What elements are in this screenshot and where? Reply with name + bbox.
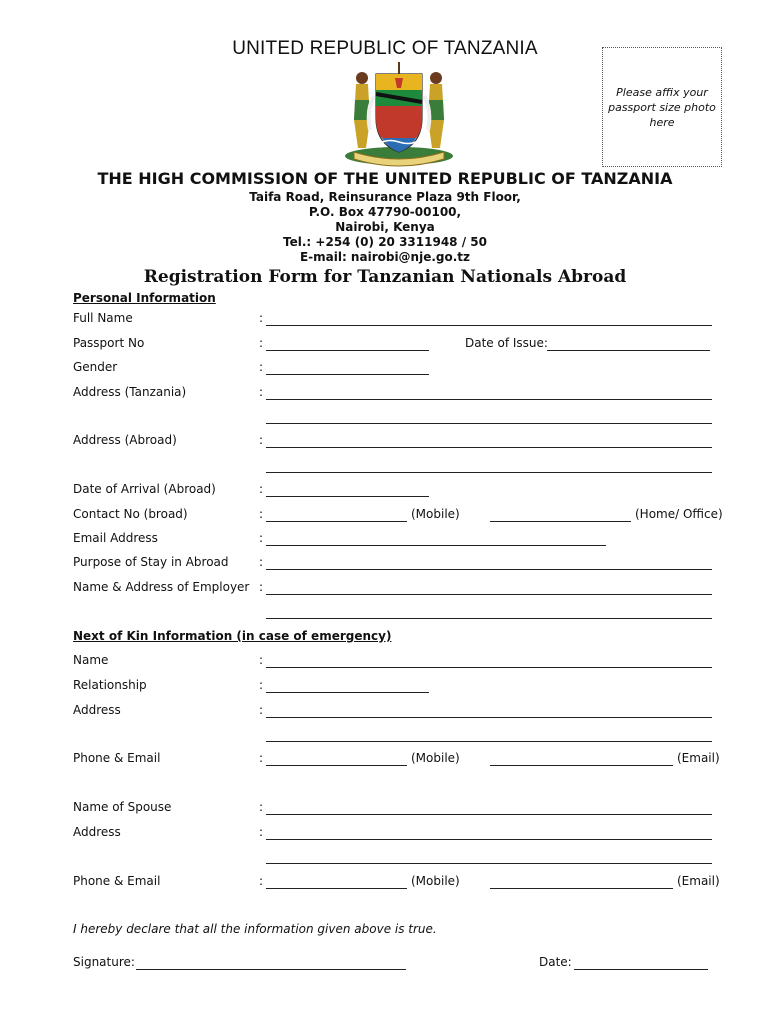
kin-email-field[interactable] (490, 765, 673, 766)
colon: : (259, 311, 264, 325)
kin-phone-email-label: Phone & Email (73, 751, 161, 765)
home-office-suffix: (Home/ Office) (635, 507, 723, 521)
email-suffix: (Email) (677, 751, 720, 765)
spouse-address-field[interactable] (266, 839, 712, 840)
employer-field-line-2[interactable] (266, 618, 712, 619)
tanzania-coat-of-arms-icon (340, 60, 458, 168)
kin-name-field[interactable] (266, 667, 712, 668)
email-suffix: (Email) (677, 874, 720, 888)
spouse-phone-email-label: Phone & Email (73, 874, 161, 888)
personal-information-heading: Personal Information (73, 291, 216, 305)
address-tanzania-field-line-2[interactable] (266, 423, 712, 424)
colon: : (259, 531, 264, 545)
colon: : (259, 825, 264, 839)
country-title: UNITED REPUBLIC OF TANZANIA (232, 38, 538, 59)
date-field[interactable] (574, 969, 708, 970)
signature-label: Signature: (73, 955, 135, 969)
passport-no-field[interactable] (266, 350, 429, 351)
contact-home-office-field[interactable] (490, 521, 631, 522)
declaration-text: I hereby declare that all the information given above is true. (73, 922, 437, 936)
contact-no-label: Contact No (broad) (73, 507, 188, 521)
date-of-arrival-field[interactable] (266, 496, 429, 497)
date-of-arrival-label: Date of Arrival (Abroad) (73, 482, 216, 496)
mobile-suffix: (Mobile) (411, 874, 460, 888)
colon: : (259, 433, 264, 447)
colon: : (259, 385, 264, 399)
mobile-suffix: (Mobile) (411, 751, 460, 765)
contact-mobile-field[interactable] (266, 521, 407, 522)
colon: : (259, 678, 264, 692)
colon: : (259, 751, 264, 765)
colon: : (259, 482, 264, 496)
relationship-field[interactable] (266, 692, 429, 693)
address-abroad-field[interactable] (266, 447, 712, 448)
kin-address-field[interactable] (266, 717, 712, 718)
spouse-mobile-field[interactable] (266, 888, 407, 889)
colon: : (259, 653, 264, 667)
spouse-name-field[interactable] (266, 814, 712, 815)
commission-address (0, 190, 770, 265)
kin-address-label: Address (73, 703, 121, 717)
colon: : (259, 336, 264, 350)
purpose-of-stay-label: Purpose of Stay in Abroad (73, 555, 229, 569)
purpose-of-stay-field[interactable] (266, 569, 712, 570)
date-of-issue-label: Date of Issue: (465, 336, 548, 350)
relationship-label: Relationship (73, 678, 147, 692)
form-title: Registration Form for Tanzanian Nationals Abroad (143, 267, 627, 287)
kin-mobile-field[interactable] (266, 765, 407, 766)
colon: : (259, 580, 264, 594)
colon: : (259, 800, 264, 814)
employer-field[interactable] (266, 594, 712, 595)
full-name-label: Full Name (73, 311, 133, 325)
employer-label: Name & Address of Employer (73, 580, 250, 594)
address-line: P.O. Box 47790-00100, (308, 205, 462, 219)
address-line: E-mail: nairobi@nje.go.tz (299, 250, 471, 264)
email-address-label: Email Address (73, 531, 158, 545)
spouse-address-label: Address (73, 825, 121, 839)
colon: : (259, 874, 264, 888)
spouse-email-field[interactable] (490, 888, 673, 889)
passport-no-label: Passport No (73, 336, 145, 350)
date-of-issue-field[interactable] (547, 350, 710, 351)
spouse-address-field-line-2[interactable] (266, 863, 712, 864)
kin-address-field-line-2[interactable] (266, 741, 712, 742)
address-tanzania-label: Address (Tanzania) (73, 385, 187, 399)
address-tanzania-field[interactable] (266, 399, 712, 400)
address-line: Tel.: +254 (0) 20 3311948 / 50 (283, 235, 487, 249)
high-commission-title: THE HIGH COMMISSION OF THE UNITED REPUBLIC OF TANZANIA (97, 169, 673, 188)
gender-field[interactable] (266, 374, 429, 375)
spouse-name-label: Name of Spouse (73, 800, 172, 814)
colon: : (259, 507, 264, 521)
address-abroad-field-line-2[interactable] (266, 472, 712, 473)
email-address-field[interactable] (266, 545, 606, 546)
colon: : (259, 360, 264, 374)
colon: : (259, 703, 264, 717)
kin-name-label: Name (73, 653, 109, 667)
full-name-field[interactable] (266, 325, 712, 326)
photo-box-instruction: Please affix your passport size photo here (608, 85, 716, 129)
gender-label: Gender (73, 360, 118, 374)
mobile-suffix: (Mobile) (411, 507, 460, 521)
date-label: Date: (539, 955, 572, 969)
address-line: Taifa Road, Reinsurance Plaza 9th Floor, (249, 190, 521, 204)
colon: : (259, 555, 264, 569)
next-of-kin-heading: Next of Kin Information (in case of emergency) (73, 629, 392, 643)
address-line: Nairobi, Kenya (335, 220, 435, 234)
signature-field[interactable] (136, 969, 406, 970)
passport-photo-box (602, 47, 722, 167)
address-abroad-label: Address (Abroad) (73, 433, 177, 447)
